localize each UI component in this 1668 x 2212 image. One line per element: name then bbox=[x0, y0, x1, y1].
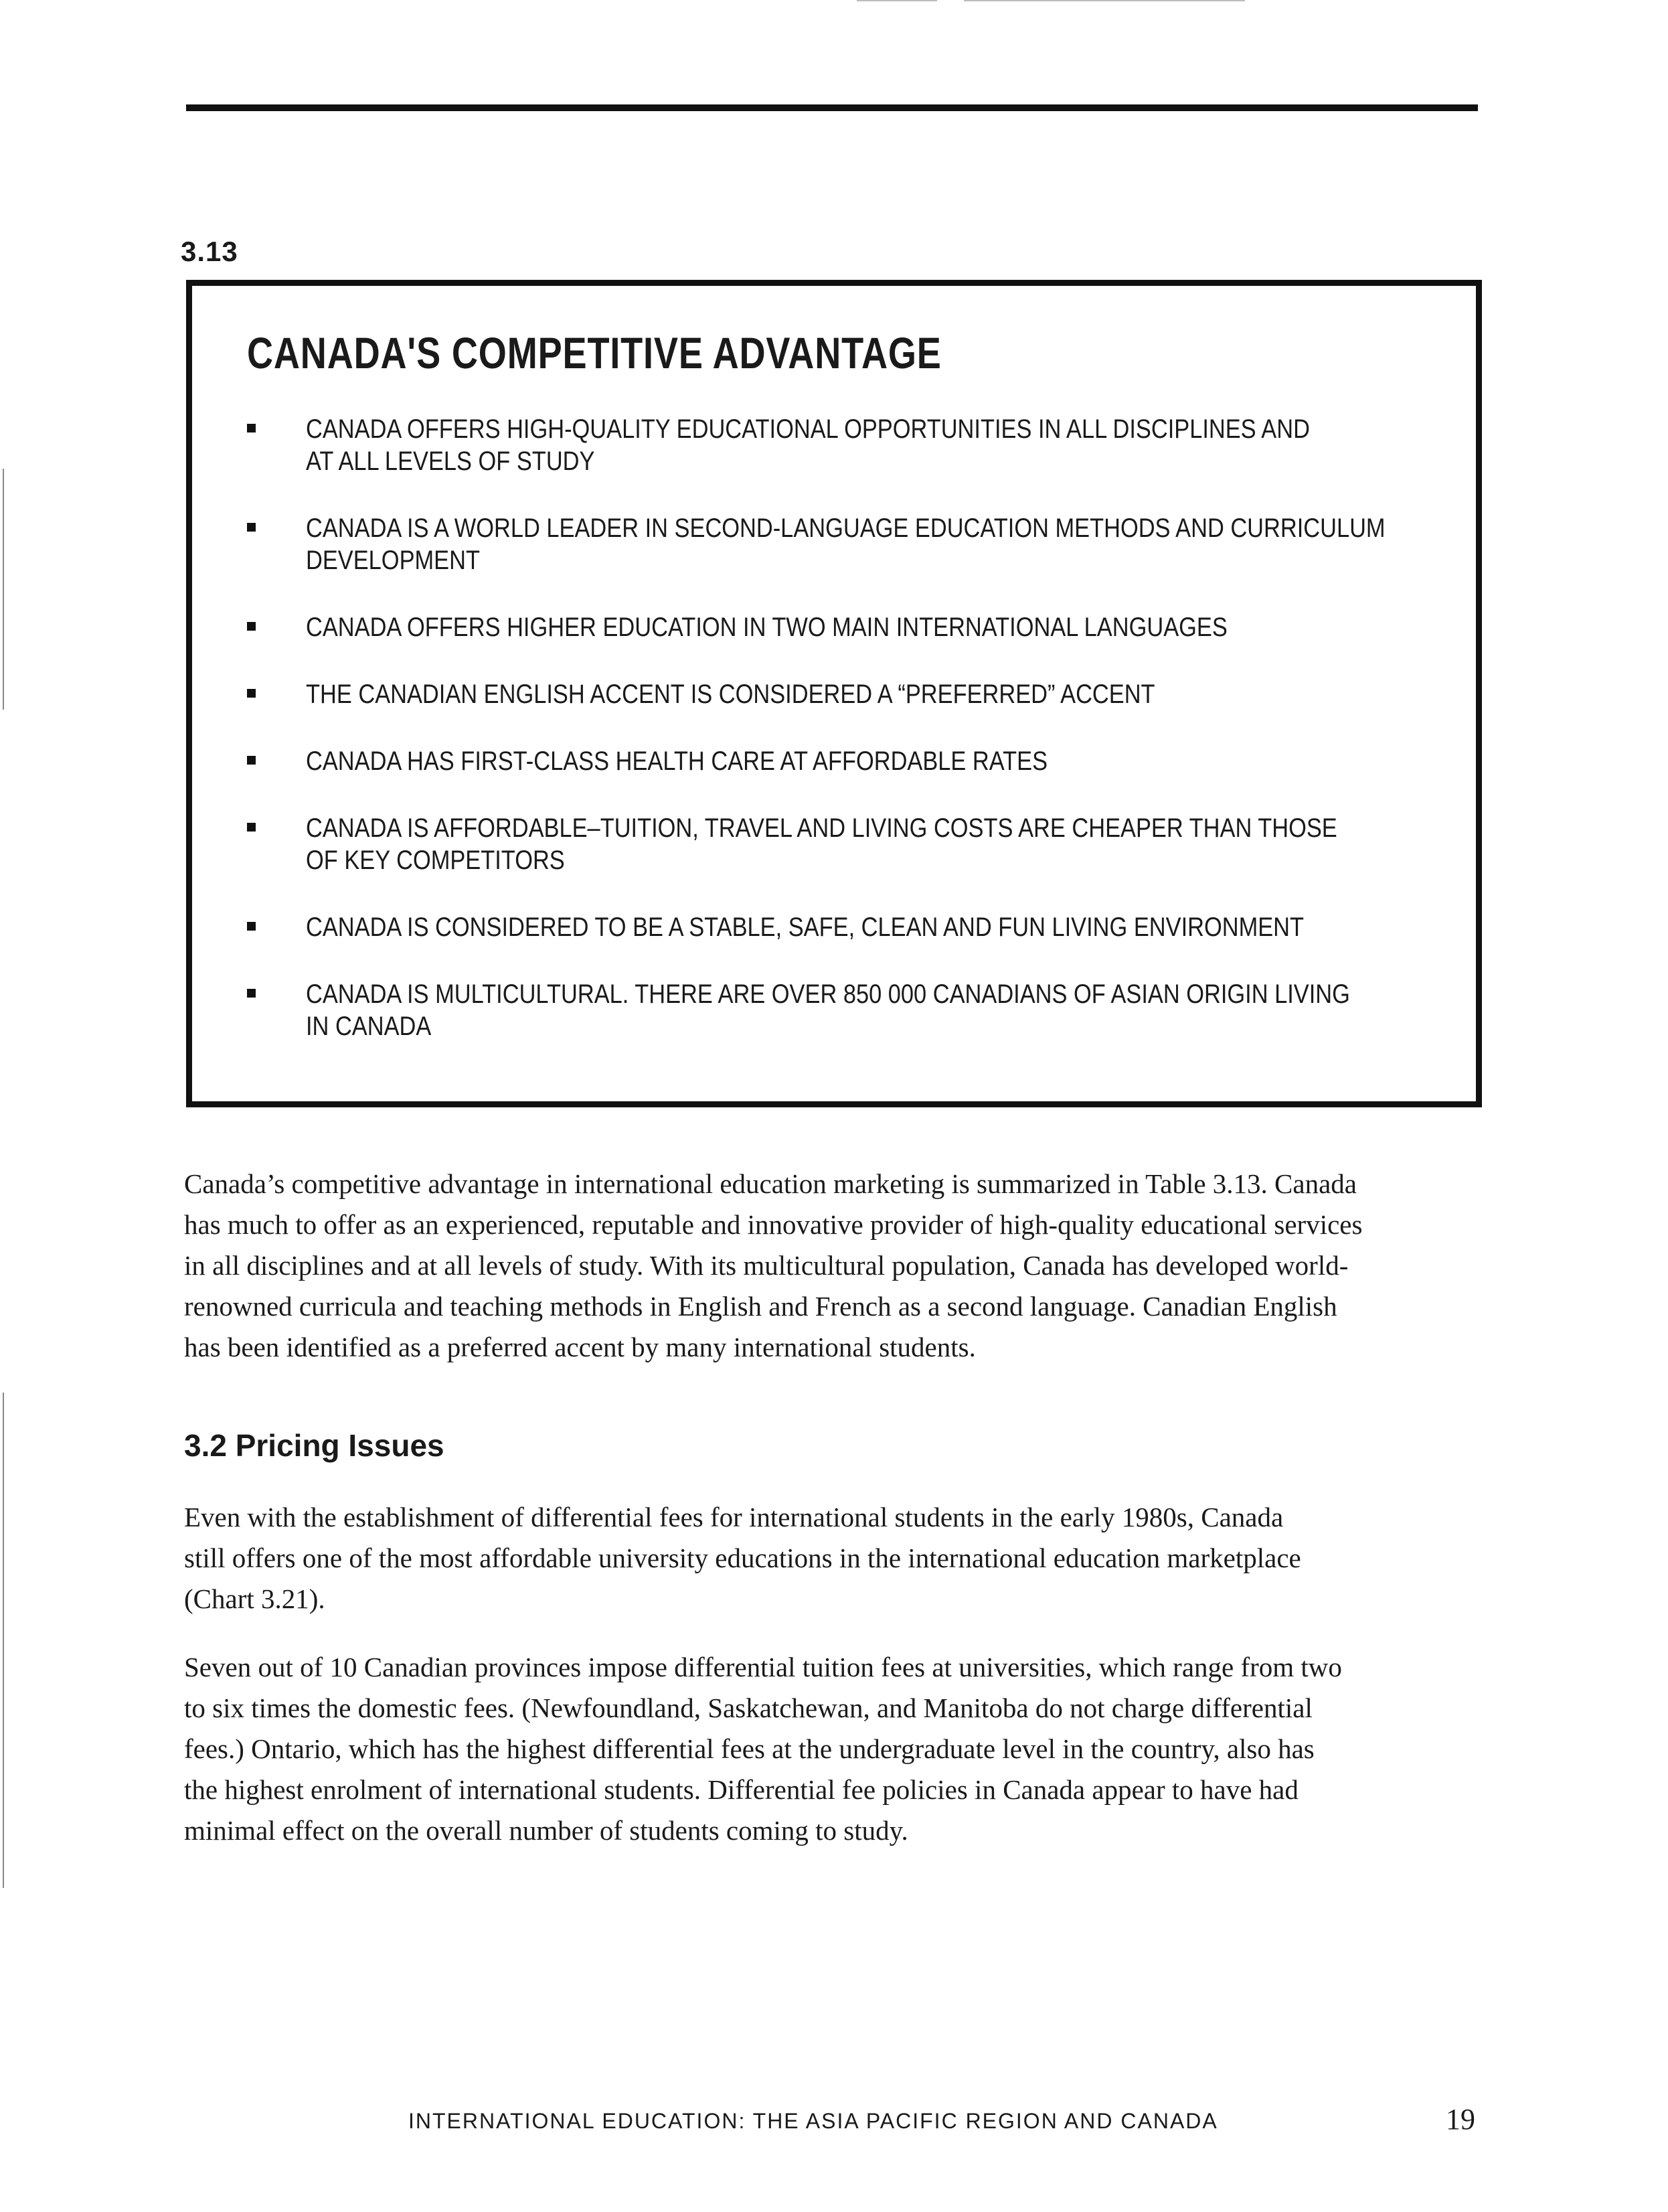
list-item-line: OF KEY COMPETITORS bbox=[306, 846, 565, 875]
scan-mark-left-2 bbox=[3, 1393, 4, 1888]
header-rule bbox=[186, 104, 1478, 111]
bullet-icon bbox=[247, 622, 256, 631]
section-heading: 3.2 Pricing Issues bbox=[184, 1428, 444, 1463]
scan-mark-top-2 bbox=[964, 0, 1245, 1]
paragraph-line: Canada’s competitive advantage in international education marketing is summarized in Table 3.13. Canada bbox=[184, 1168, 1357, 1199]
list-item-line: CANADA OFFERS HIGH-QUALITY EDUCATIONAL OPPORTUNITIES IN ALL DISCIPLINES AND bbox=[306, 414, 1310, 444]
list-item-line: IN CANADA bbox=[306, 1012, 432, 1041]
list-item-line: DEVELOPMENT bbox=[306, 546, 480, 575]
bullet-icon bbox=[247, 922, 256, 931]
table-number: 3.13 bbox=[181, 236, 238, 267]
bullet-icon bbox=[247, 756, 256, 765]
paragraph-line: (Chart 3.21). bbox=[184, 1583, 325, 1614]
list-item-line: CANADA OFFERS HIGHER EDUCATION IN TWO MAIN INTERNATIONAL LANGUAGES bbox=[306, 613, 1228, 642]
paragraph-line: in all disciplines and at all levels of study. With its multicultural population, Canada has developed world- bbox=[184, 1250, 1349, 1281]
pricing-paragraph-1 bbox=[184, 1497, 1489, 1620]
page-number: 19 bbox=[1446, 2103, 1475, 2136]
list-item-line: CANADA IS CONSIDERED TO BE A STABLE, SAFE, CLEAN AND FUN LIVING ENVIRONMENT bbox=[306, 913, 1305, 942]
paragraph-line: still offers one of the most affordable university educations in the international education marketplace bbox=[184, 1543, 1301, 1573]
list-item-line: CANADA IS A WORLD LEADER IN SECOND-LANGUAGE EDUCATION METHODS AND CURRICULUM bbox=[306, 514, 1386, 543]
paragraph-line: fees.) Ontario, which has the highest differential fees at the undergraduate level in the country, also has bbox=[184, 1733, 1315, 1764]
pricing-paragraph-2 bbox=[184, 1647, 1489, 1851]
paragraph-line: Seven out of 10 Canadian provinces impose differential tuition fees at universities, which range from two bbox=[184, 1652, 1342, 1682]
paragraph-line: to six times the domestic fees. (Newfoundland, Saskatchewan, and Manitoba do not charge differential bbox=[184, 1692, 1313, 1723]
list-item-line: CANADA IS AFFORDABLE–TUITION, TRAVEL AND LIVING COSTS ARE CHEAPER THAN THOSE bbox=[306, 813, 1337, 843]
paragraph-line: has been identified as a preferred accent by many international students. bbox=[184, 1332, 976, 1362]
intro-paragraph bbox=[184, 1164, 1489, 1368]
bullet-icon bbox=[247, 689, 256, 698]
scan-mark-left-1 bbox=[3, 469, 4, 710]
box-title: CANADA'S COMPETITIVE ADVANTAGE bbox=[247, 328, 942, 378]
competitive-advantage-box bbox=[186, 280, 1482, 1107]
bullet-icon bbox=[247, 523, 256, 532]
list-item-line: CANADA HAS FIRST-CLASS HEALTH CARE AT AFFORDABLE RATES bbox=[306, 746, 1048, 776]
scan-mark-top-1 bbox=[857, 0, 937, 1]
list-item-line: AT ALL LEVELS OF STUDY bbox=[306, 447, 595, 476]
paragraph-line: renowned curricula and teaching methods in English and French as a second language. Canadian English bbox=[184, 1291, 1337, 1322]
list-item-line: THE CANADIAN ENGLISH ACCENT IS CONSIDERED A “PREFERRED” ACCENT bbox=[306, 680, 1155, 709]
bullet-icon bbox=[247, 424, 256, 432]
paragraph-line: Even with the establishment of differential fees for international students in the early 1980s, Canada bbox=[184, 1502, 1284, 1532]
paragraph-line: has much to offer as an experienced, reputable and innovative provider of high-quality educational services bbox=[184, 1209, 1363, 1240]
paragraph-line: the highest enrolment of international students. Differential fee policies in Canada appear to have had bbox=[184, 1774, 1299, 1805]
list-item-line: CANADA IS MULTICULTURAL. THERE ARE OVER 850 000 CANADIANS OF ASIAN ORIGIN LIVING bbox=[306, 979, 1350, 1009]
footer-title: INTERNATIONAL EDUCATION: THE ASIA PACIFIC REGION AND CANADA bbox=[408, 2109, 1218, 2133]
bullet-icon bbox=[247, 823, 256, 832]
bullet-icon bbox=[247, 989, 256, 998]
paragraph-line: minimal effect on the overall number of students coming to study. bbox=[184, 1815, 908, 1846]
